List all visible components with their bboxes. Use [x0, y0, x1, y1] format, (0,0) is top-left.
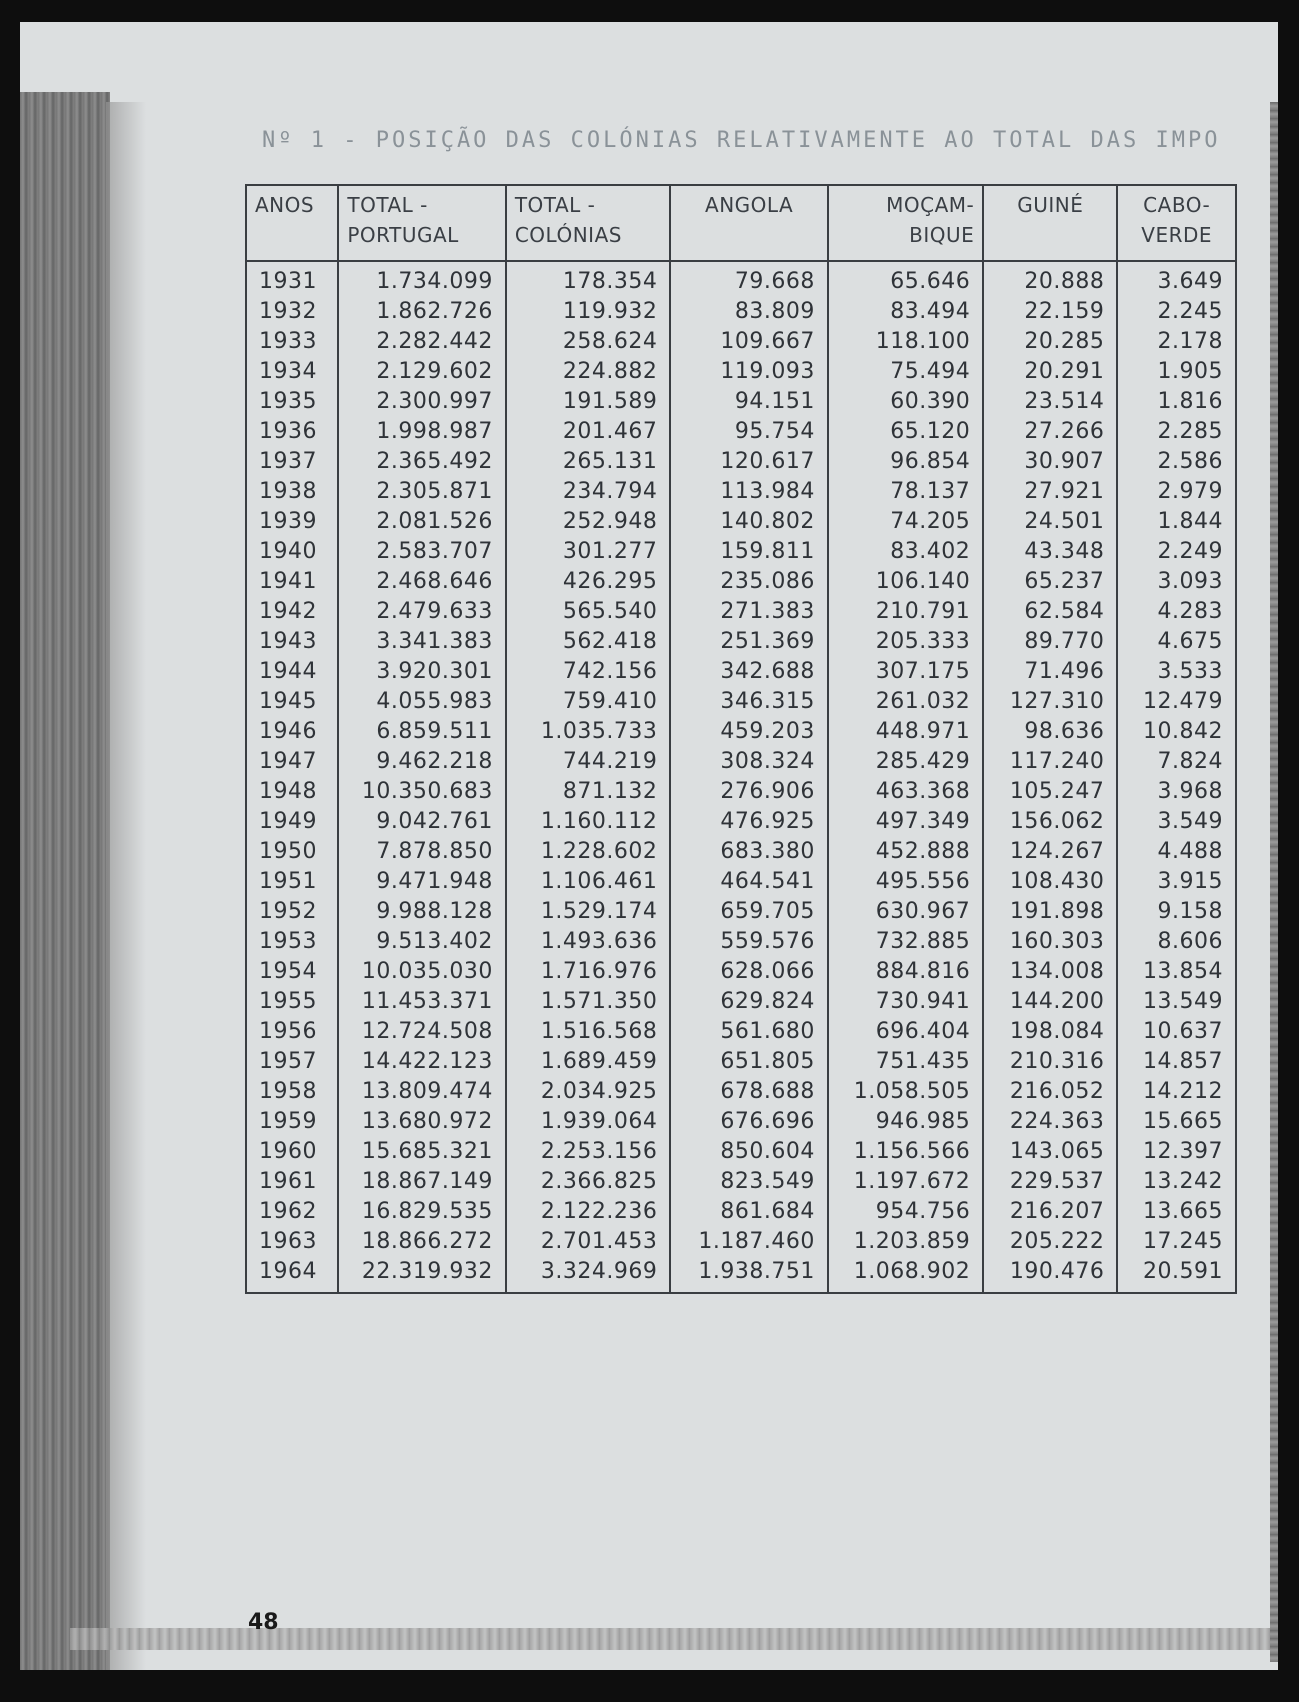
year-cell: 1953 — [246, 926, 338, 956]
table-row — [246, 1016, 1236, 1046]
value-cell: 205.222 — [983, 1226, 1117, 1256]
value-cell: 265.131 — [506, 446, 671, 476]
value-cell: 4.283 — [1117, 596, 1236, 626]
value-cell: 2.468.646 — [338, 566, 505, 596]
year-cell: 1940 — [246, 536, 338, 566]
value-cell: 160.303 — [983, 926, 1117, 956]
year-cell: 1951 — [246, 866, 338, 896]
value-cell: 497.349 — [828, 806, 983, 836]
value-cell: 730.941 — [828, 986, 983, 1016]
value-cell: 198.084 — [983, 1016, 1117, 1046]
value-cell: 10.637 — [1117, 1016, 1236, 1046]
value-cell: 1.228.602 — [506, 836, 671, 866]
value-cell: 3.341.383 — [338, 626, 505, 656]
value-cell: 252.948 — [506, 506, 671, 536]
year-cell: 1944 — [246, 656, 338, 686]
value-cell: 22.319.932 — [338, 1256, 505, 1293]
value-cell: 60.390 — [828, 386, 983, 416]
value-cell: 561.680 — [670, 1016, 828, 1046]
value-cell: 13.854 — [1117, 956, 1236, 986]
value-cell: 83.494 — [828, 296, 983, 326]
value-cell: 261.032 — [828, 686, 983, 716]
value-cell: 9.513.402 — [338, 926, 505, 956]
table-row — [246, 776, 1236, 806]
value-cell: 235.086 — [670, 566, 828, 596]
value-cell: 13.665 — [1117, 1196, 1236, 1226]
column-header — [983, 185, 1117, 261]
value-cell: 117.240 — [983, 746, 1117, 776]
table-row — [246, 1196, 1236, 1226]
value-cell: 3.324.969 — [506, 1256, 671, 1293]
value-cell: 2.366.825 — [506, 1166, 671, 1196]
value-cell: 95.754 — [670, 416, 828, 446]
table-row — [246, 806, 1236, 836]
year-cell: 1932 — [246, 296, 338, 326]
value-cell: 20.291 — [983, 356, 1117, 386]
value-cell: 62.584 — [983, 596, 1117, 626]
value-cell: 144.200 — [983, 986, 1117, 1016]
page-stack-edge — [20, 92, 110, 1670]
value-cell: 1.156.566 — [828, 1136, 983, 1166]
value-cell: 119.093 — [670, 356, 828, 386]
value-cell: 12.397 — [1117, 1136, 1236, 1166]
value-cell: 140.802 — [670, 506, 828, 536]
table-row — [246, 536, 1236, 566]
value-cell: 13.242 — [1117, 1166, 1236, 1196]
value-cell: 659.705 — [670, 896, 828, 926]
value-cell: 23.514 — [983, 386, 1117, 416]
year-cell: 1937 — [246, 446, 338, 476]
value-cell: 2.245 — [1117, 296, 1236, 326]
value-cell: 651.805 — [670, 1046, 828, 1076]
table-row — [246, 956, 1236, 986]
year-cell: 1945 — [246, 686, 338, 716]
value-cell: 2.365.492 — [338, 446, 505, 476]
value-cell: 1.816 — [1117, 386, 1236, 416]
value-cell: 1.106.461 — [506, 866, 671, 896]
value-cell: 94.151 — [670, 386, 828, 416]
year-cell: 1963 — [246, 1226, 338, 1256]
value-cell: 2.034.925 — [506, 1076, 671, 1106]
page-right-edge — [1270, 102, 1278, 1662]
value-cell: 2.583.707 — [338, 536, 505, 566]
value-cell: 201.467 — [506, 416, 671, 446]
table-row — [246, 506, 1236, 536]
value-cell: 251.369 — [670, 626, 828, 656]
table-row — [246, 1046, 1236, 1076]
value-cell: 2.300.997 — [338, 386, 505, 416]
value-cell: 3.915 — [1117, 866, 1236, 896]
value-cell: 285.429 — [828, 746, 983, 776]
year-cell: 1956 — [246, 1016, 338, 1046]
value-cell: 98.636 — [983, 716, 1117, 746]
value-cell: 759.410 — [506, 686, 671, 716]
value-cell: 24.501 — [983, 506, 1117, 536]
table-row — [246, 1106, 1236, 1136]
table-title: Nº 1 - POSIÇÃO DAS COLÓNIAS RELATIVAMENTE AO TOTAL DAS IMPO — [262, 128, 1221, 153]
value-cell: 134.008 — [983, 956, 1117, 986]
page-number: 48 — [248, 1610, 279, 1635]
value-cell: 342.688 — [670, 656, 828, 686]
value-cell: 4.488 — [1117, 836, 1236, 866]
value-cell: 565.540 — [506, 596, 671, 626]
value-cell: 10.350.683 — [338, 776, 505, 806]
value-cell: 3.649 — [1117, 261, 1236, 296]
value-cell: 276.906 — [670, 776, 828, 806]
value-cell: 127.310 — [983, 686, 1117, 716]
value-cell: 476.925 — [670, 806, 828, 836]
value-cell: 13.549 — [1117, 986, 1236, 1016]
value-cell: 1.716.976 — [506, 956, 671, 986]
value-cell: 1.905 — [1117, 356, 1236, 386]
table-row — [246, 416, 1236, 446]
value-cell: 1.068.902 — [828, 1256, 983, 1293]
value-cell: 678.688 — [670, 1076, 828, 1106]
value-cell: 1.529.174 — [506, 896, 671, 926]
value-cell: 1.844 — [1117, 506, 1236, 536]
value-cell: 2.701.453 — [506, 1226, 671, 1256]
year-cell: 1934 — [246, 356, 338, 386]
year-cell: 1950 — [246, 836, 338, 866]
value-cell: 10.842 — [1117, 716, 1236, 746]
value-cell: 71.496 — [983, 656, 1117, 686]
year-cell: 1946 — [246, 716, 338, 746]
value-cell: 118.100 — [828, 326, 983, 356]
value-cell: 452.888 — [828, 836, 983, 866]
value-cell: 271.383 — [670, 596, 828, 626]
value-cell: 9.158 — [1117, 896, 1236, 926]
year-cell: 1942 — [246, 596, 338, 626]
value-cell: 191.898 — [983, 896, 1117, 926]
value-cell: 9.988.128 — [338, 896, 505, 926]
value-cell: 159.811 — [670, 536, 828, 566]
table-row — [246, 1166, 1236, 1196]
year-cell: 1943 — [246, 626, 338, 656]
value-cell: 4.055.983 — [338, 686, 505, 716]
value-cell: 426.295 — [506, 566, 671, 596]
table-row — [246, 896, 1236, 926]
value-cell: 732.885 — [828, 926, 983, 956]
value-cell: 2.282.442 — [338, 326, 505, 356]
value-cell: 2.979 — [1117, 476, 1236, 506]
year-cell: 1941 — [246, 566, 338, 596]
value-cell: 124.267 — [983, 836, 1117, 866]
value-cell: 216.052 — [983, 1076, 1117, 1106]
value-cell: 1.035.733 — [506, 716, 671, 746]
table-row — [246, 746, 1236, 776]
value-cell: 1.516.568 — [506, 1016, 671, 1046]
table-row — [246, 261, 1236, 296]
value-cell: 12.479 — [1117, 686, 1236, 716]
value-cell: 7.878.850 — [338, 836, 505, 866]
value-cell: 16.829.535 — [338, 1196, 505, 1226]
column-header — [338, 185, 505, 261]
value-cell: 224.882 — [506, 356, 671, 386]
value-cell: 27.921 — [983, 476, 1117, 506]
table-row — [246, 446, 1236, 476]
value-cell: 234.794 — [506, 476, 671, 506]
value-cell: 2.178 — [1117, 326, 1236, 356]
column-header-line: TOTAL - — [347, 193, 428, 217]
value-cell: 258.624 — [506, 326, 671, 356]
value-cell: 2.479.633 — [338, 596, 505, 626]
value-cell: 9.042.761 — [338, 806, 505, 836]
table-row — [246, 476, 1236, 506]
table-body — [246, 261, 1236, 1293]
value-cell: 20.888 — [983, 261, 1117, 296]
year-cell: 1958 — [246, 1076, 338, 1106]
value-cell: 629.824 — [670, 986, 828, 1016]
value-cell: 191.589 — [506, 386, 671, 416]
value-cell: 74.205 — [828, 506, 983, 536]
table-row — [246, 1136, 1236, 1166]
column-header-line: PORTUGAL — [347, 223, 459, 247]
table-row — [246, 626, 1236, 656]
value-cell: 83.809 — [670, 296, 828, 326]
value-cell: 9.471.948 — [338, 866, 505, 896]
value-cell: 3.920.301 — [338, 656, 505, 686]
table-row — [246, 296, 1236, 326]
value-cell: 109.667 — [670, 326, 828, 356]
column-header-line: VERDE — [1141, 223, 1213, 247]
value-cell: 1.493.636 — [506, 926, 671, 956]
value-cell: 13.680.972 — [338, 1106, 505, 1136]
table-row — [246, 836, 1236, 866]
value-cell: 120.617 — [670, 446, 828, 476]
table-row — [246, 656, 1236, 686]
column-header-line: GUINÉ — [1017, 193, 1084, 217]
value-cell: 346.315 — [670, 686, 828, 716]
table-row — [246, 866, 1236, 896]
value-cell: 210.791 — [828, 596, 983, 626]
value-cell: 83.402 — [828, 536, 983, 566]
value-cell: 6.859.511 — [338, 716, 505, 746]
column-header-line: MOÇAM- — [886, 193, 975, 217]
value-cell: 65.646 — [828, 261, 983, 296]
value-cell: 2.253.156 — [506, 1136, 671, 1166]
table-row — [246, 1226, 1236, 1256]
value-cell: 2.129.602 — [338, 356, 505, 386]
year-cell: 1957 — [246, 1046, 338, 1076]
value-cell: 13.809.474 — [338, 1076, 505, 1106]
value-cell: 113.984 — [670, 476, 828, 506]
value-cell: 12.724.508 — [338, 1016, 505, 1046]
year-cell: 1948 — [246, 776, 338, 806]
column-header-line: BIQUE — [909, 223, 975, 247]
table-row — [246, 596, 1236, 626]
year-cell: 1938 — [246, 476, 338, 506]
value-cell: 7.824 — [1117, 746, 1236, 776]
value-cell: 1.160.112 — [506, 806, 671, 836]
value-cell: 143.065 — [983, 1136, 1117, 1166]
value-cell: 742.156 — [506, 656, 671, 686]
value-cell: 78.137 — [828, 476, 983, 506]
value-cell: 10.035.030 — [338, 956, 505, 986]
value-cell: 2.285 — [1117, 416, 1236, 446]
year-cell: 1936 — [246, 416, 338, 446]
value-cell: 2.081.526 — [338, 506, 505, 536]
column-header — [828, 185, 983, 261]
table-row — [246, 986, 1236, 1016]
year-cell: 1960 — [246, 1136, 338, 1166]
table-row — [246, 356, 1236, 386]
value-cell: 65.237 — [983, 566, 1117, 596]
value-cell: 3.549 — [1117, 806, 1236, 836]
value-cell: 823.549 — [670, 1166, 828, 1196]
imports-table — [245, 184, 1237, 1294]
value-cell: 14.212 — [1117, 1076, 1236, 1106]
value-cell: 30.907 — [983, 446, 1117, 476]
table-row — [246, 716, 1236, 746]
value-cell: 79.668 — [670, 261, 828, 296]
value-cell: 1.998.987 — [338, 416, 505, 446]
value-cell: 871.132 — [506, 776, 671, 806]
column-header-line: COLÓNIAS — [514, 223, 622, 247]
value-cell: 463.368 — [828, 776, 983, 806]
value-cell: 1.197.672 — [828, 1166, 983, 1196]
column-header — [506, 185, 671, 261]
value-cell: 2.305.871 — [338, 476, 505, 506]
value-cell: 108.430 — [983, 866, 1117, 896]
value-cell: 178.354 — [506, 261, 671, 296]
value-cell: 464.541 — [670, 866, 828, 896]
value-cell: 27.266 — [983, 416, 1117, 446]
value-cell: 75.494 — [828, 356, 983, 386]
column-header-line: ANOS — [255, 193, 315, 217]
year-cell: 1964 — [246, 1256, 338, 1293]
column-header — [670, 185, 828, 261]
year-cell: 1939 — [246, 506, 338, 536]
value-cell: 3.093 — [1117, 566, 1236, 596]
page-stack-shadow — [106, 102, 146, 1670]
year-cell: 1959 — [246, 1106, 338, 1136]
value-cell: 676.696 — [670, 1106, 828, 1136]
value-cell: 22.159 — [983, 296, 1117, 326]
value-cell: 1.939.064 — [506, 1106, 671, 1136]
value-cell: 65.120 — [828, 416, 983, 446]
value-cell: 562.418 — [506, 626, 671, 656]
value-cell: 1.571.350 — [506, 986, 671, 1016]
year-cell: 1931 — [246, 261, 338, 296]
table-row — [246, 1076, 1236, 1106]
table-row — [246, 386, 1236, 416]
value-cell: 229.537 — [983, 1166, 1117, 1196]
value-cell: 8.606 — [1117, 926, 1236, 956]
value-cell: 156.062 — [983, 806, 1117, 836]
year-cell: 1935 — [246, 386, 338, 416]
value-cell: 9.462.218 — [338, 746, 505, 776]
value-cell: 448.971 — [828, 716, 983, 746]
table-row — [246, 1256, 1236, 1293]
value-cell: 105.247 — [983, 776, 1117, 806]
value-cell: 683.380 — [670, 836, 828, 866]
table-row — [246, 686, 1236, 716]
value-cell: 628.066 — [670, 956, 828, 986]
year-cell: 1933 — [246, 326, 338, 356]
value-cell: 1.862.726 — [338, 296, 505, 326]
year-cell: 1949 — [246, 806, 338, 836]
column-header-line: TOTAL - — [514, 193, 596, 217]
value-cell: 744.219 — [506, 746, 671, 776]
value-cell: 1.203.859 — [828, 1226, 983, 1256]
table-row — [246, 326, 1236, 356]
value-cell: 14.857 — [1117, 1046, 1236, 1076]
value-cell: 630.967 — [828, 896, 983, 926]
value-cell: 2.249 — [1117, 536, 1236, 566]
value-cell: 18.867.149 — [338, 1166, 505, 1196]
year-cell: 1954 — [246, 956, 338, 986]
value-cell: 4.675 — [1117, 626, 1236, 656]
column-header — [246, 185, 338, 261]
year-cell: 1962 — [246, 1196, 338, 1226]
value-cell: 1.734.099 — [338, 261, 505, 296]
year-cell: 1955 — [246, 986, 338, 1016]
value-cell: 559.576 — [670, 926, 828, 956]
value-cell: 205.333 — [828, 626, 983, 656]
value-cell: 210.316 — [983, 1046, 1117, 1076]
value-cell: 20.285 — [983, 326, 1117, 356]
value-cell: 15.665 — [1117, 1106, 1236, 1136]
value-cell: 216.207 — [983, 1196, 1117, 1226]
value-cell: 1.058.505 — [828, 1076, 983, 1106]
value-cell: 17.245 — [1117, 1226, 1236, 1256]
value-cell: 308.324 — [670, 746, 828, 776]
value-cell: 1.689.459 — [506, 1046, 671, 1076]
value-cell: 106.140 — [828, 566, 983, 596]
value-cell: 301.277 — [506, 536, 671, 566]
value-cell: 954.756 — [828, 1196, 983, 1226]
table-row — [246, 926, 1236, 956]
column-header — [1117, 185, 1236, 261]
value-cell: 1.938.751 — [670, 1256, 828, 1293]
value-cell: 946.985 — [828, 1106, 983, 1136]
value-cell: 43.348 — [983, 536, 1117, 566]
value-cell: 11.453.371 — [338, 986, 505, 1016]
column-header-line: CABO- — [1143, 193, 1211, 217]
table-header-row — [246, 185, 1236, 261]
table-row — [246, 566, 1236, 596]
value-cell: 3.533 — [1117, 656, 1236, 686]
value-cell: 696.404 — [828, 1016, 983, 1046]
value-cell: 1.187.460 — [670, 1226, 828, 1256]
value-cell: 89.770 — [983, 626, 1117, 656]
value-cell: 119.932 — [506, 296, 671, 326]
value-cell: 307.175 — [828, 656, 983, 686]
value-cell: 751.435 — [828, 1046, 983, 1076]
value-cell: 18.866.272 — [338, 1226, 505, 1256]
value-cell: 224.363 — [983, 1106, 1117, 1136]
year-cell: 1961 — [246, 1166, 338, 1196]
value-cell: 2.586 — [1117, 446, 1236, 476]
value-cell: 20.591 — [1117, 1256, 1236, 1293]
value-cell: 861.684 — [670, 1196, 828, 1226]
value-cell: 96.854 — [828, 446, 983, 476]
value-cell: 884.816 — [828, 956, 983, 986]
value-cell: 190.476 — [983, 1256, 1117, 1293]
value-cell: 459.203 — [670, 716, 828, 746]
value-cell: 495.556 — [828, 866, 983, 896]
value-cell: 3.968 — [1117, 776, 1236, 806]
year-cell: 1952 — [246, 896, 338, 926]
year-cell: 1947 — [246, 746, 338, 776]
value-cell: 2.122.236 — [506, 1196, 671, 1226]
value-cell: 15.685.321 — [338, 1136, 505, 1166]
value-cell: 14.422.123 — [338, 1046, 505, 1076]
value-cell: 850.604 — [670, 1136, 828, 1166]
column-header-line: ANGOLA — [705, 193, 794, 217]
